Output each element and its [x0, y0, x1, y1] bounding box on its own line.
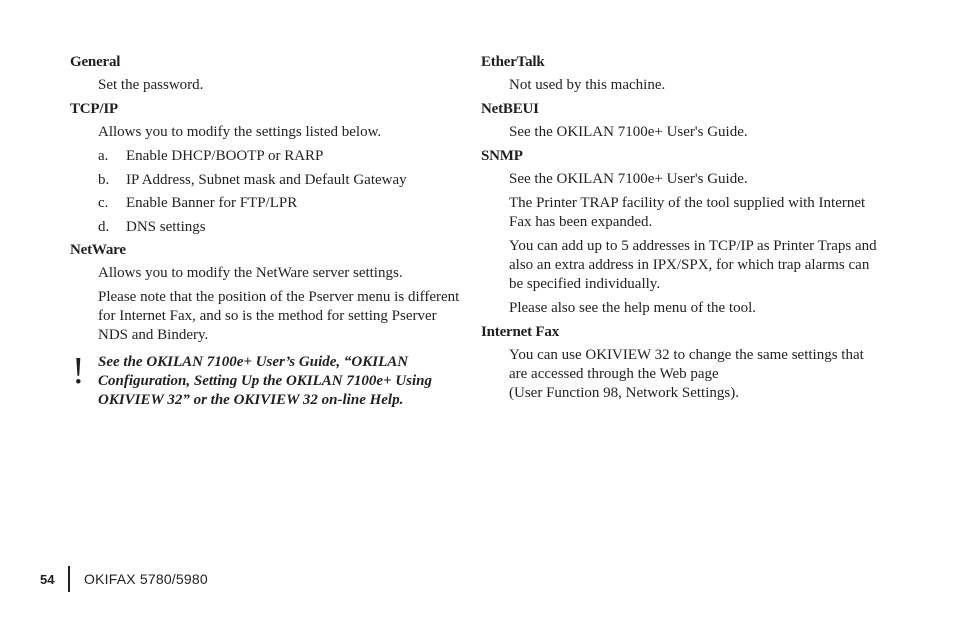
snmp-text-1: See the OKILAN 7100e+ User's Guide.: [509, 171, 748, 187]
snmp-text-2: The Printer TRAP facility of the tool supplied with Internet Fax has been expanded.: [509, 195, 866, 230]
section-heading-tcpip: TCP/IP: [70, 101, 118, 117]
ethertalk-text: Not used by this machine.: [509, 77, 666, 93]
list-marker: d.: [98, 218, 110, 235]
note-block: [70, 350, 465, 410]
note-text: See the OKILAN 7100e+ User’s Guide, “OKILAN Configuration, Setting Up the OKILAN 7100e+ Using OKIVIEW 32” or the OKIVIEW 32 on-line Help.: [98, 354, 433, 408]
netware-text-1: Allows you to modify the NetWare server settings.: [98, 265, 403, 281]
section-heading-netbeui: NetBEUI: [481, 101, 539, 117]
left-column: [70, 53, 465, 410]
tcpip-intro: Allows you to modify the settings listed below.: [98, 124, 382, 140]
section-heading-netware: NetWare: [70, 242, 126, 258]
list-item-text: Enable Banner for FTP/LPR: [126, 195, 298, 211]
footer-divider: [68, 566, 70, 592]
list-item: [98, 171, 465, 190]
page-number: 54: [40, 571, 55, 587]
section-heading-general: General: [70, 54, 121, 70]
snmp-text-3: You can add up to 5 addresses in TCP/IP as Printer Traps and also an extra address in IPX/SPX, for which trap alarms can be specified individually.: [509, 238, 877, 292]
list-marker: b.: [98, 171, 110, 188]
list-item-text: DNS settings: [126, 218, 206, 235]
section-heading-internet-fax: Internet Fax: [481, 324, 559, 340]
list-item: [98, 147, 465, 166]
list-item: [98, 218, 465, 237]
section-heading-ethertalk: EtherTalk: [481, 54, 545, 70]
list-item-text: Enable DHCP/BOOTP or RARP: [126, 148, 324, 164]
list-marker: c.: [98, 195, 109, 211]
netbeui-text: See the OKILAN 7100e+ User's Guide.: [509, 124, 748, 140]
netware-text-2: Please note that the position of the Pserver menu is different for Internet Fax, and so is the method for setting Pserver NDS and Bindery.: [98, 289, 460, 343]
internet-fax-text: [509, 346, 881, 403]
list-item: [98, 194, 465, 213]
list-marker: a.: [98, 148, 109, 164]
general-text: Set the password.: [98, 77, 204, 93]
snmp-text-4: Please also see the help menu of the tool.: [509, 300, 757, 316]
tcpip-settings-list: [70, 147, 465, 237]
product-name: OKIFAX 5780/5980: [84, 571, 208, 587]
exclamation-icon: !: [72, 350, 85, 392]
list-item-text: IP Address, Subnet mask and Default Gateway: [126, 171, 407, 188]
internet-fax-line-2: (User Function 98, Network Settings).: [509, 385, 739, 401]
section-heading-snmp: SNMP: [481, 148, 523, 164]
internet-fax-line-1: You can use OKIVIEW 32 to change the same settings that are accessed through the Web page: [509, 347, 864, 382]
right-column: [481, 53, 881, 403]
page-footer: [40, 566, 208, 592]
